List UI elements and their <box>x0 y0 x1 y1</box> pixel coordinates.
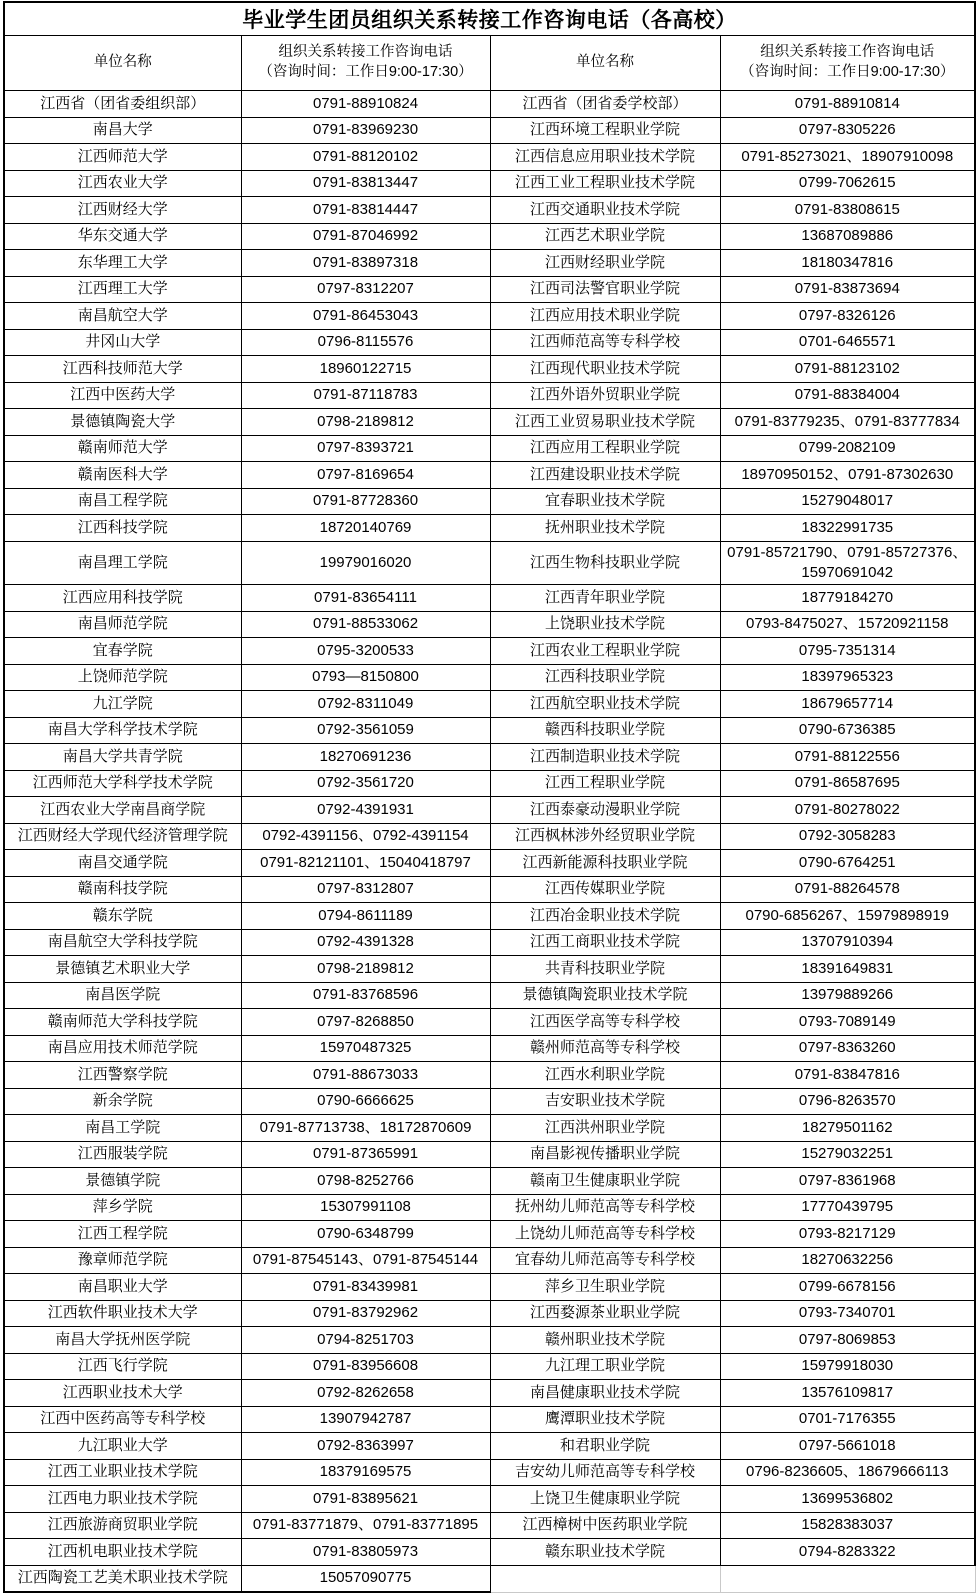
unit-name-cell: 江西机电职业技术学院 <box>4 1539 241 1566</box>
phone-cell: 0793-8475027、15720921158 <box>720 611 975 638</box>
unit-name-cell: 景德镇艺术职业大学 <box>4 956 241 983</box>
phone-cell: 18679657714 <box>720 691 975 718</box>
unit-name-cell: 江西水利职业学院 <box>490 1062 720 1089</box>
phone-cell: 0798-8252766 <box>241 1168 490 1195</box>
phone-cell: 0792-4391931 <box>241 797 490 824</box>
phone-cell: 0792-3058283 <box>720 823 975 850</box>
unit-name-cell: 鹰潭职业技术学院 <box>490 1406 720 1433</box>
phone-cell: 15057090775 <box>241 1565 490 1592</box>
phone-cell: 0798-2189812 <box>241 409 490 436</box>
phone-cell: 0791-83768596 <box>241 982 490 1009</box>
phone-cell: 18270632256 <box>720 1247 975 1274</box>
table-row <box>4 276 975 303</box>
phone-cell: 0791-83956608 <box>241 1353 490 1380</box>
phone-cell: 0799-7062615 <box>720 170 975 197</box>
unit-name-cell: 江西洪州职业学院 <box>490 1115 720 1142</box>
phone-cell: 18322991735 <box>720 515 975 542</box>
phone-cell: 0798-2189812 <box>241 956 490 983</box>
table-head <box>4 2 975 91</box>
unit-name-cell: 新余学院 <box>4 1088 241 1115</box>
unit-name-cell: 赣南科技学院 <box>4 876 241 903</box>
phone-cell: 0791-88533062 <box>241 611 490 638</box>
table-row <box>4 1512 975 1539</box>
phone-cell: 0792-3561059 <box>241 717 490 744</box>
unit-name-cell: 江西婺源茶业职业学院 <box>490 1300 720 1327</box>
phone-cell: 0790-6348799 <box>241 1221 490 1248</box>
unit-name-cell: 上饶幼儿师范高等专科学校 <box>490 1221 720 1248</box>
table-row <box>4 117 975 144</box>
unit-name-cell: 江西省（团省委学校部） <box>490 91 720 118</box>
unit-name-cell: 和君职业学院 <box>490 1433 720 1460</box>
table-row <box>4 823 975 850</box>
table-row <box>4 1380 975 1407</box>
phone-header-line2: （咨询时间：工作日9:00-17:30） <box>258 64 473 80</box>
phone-header-line2: （咨询时间：工作日9:00-17:30） <box>740 64 955 80</box>
phone-cell <box>720 1565 975 1592</box>
unit-name-cell: 南昌航空大学科技学院 <box>4 929 241 956</box>
unit-name-cell: 江西司法警官职业学院 <box>490 276 720 303</box>
unit-name-cell: 南昌大学抚州医学院 <box>4 1327 241 1354</box>
table-row <box>4 250 975 277</box>
unit-name-cell: 江西生物科技职业学院 <box>490 541 720 585</box>
phone-cell: 0791-86453043 <box>241 303 490 330</box>
table-row <box>4 1141 975 1168</box>
unit-name-cell: 江西科技师范大学 <box>4 356 241 383</box>
phone-cell: 13979889266 <box>720 982 975 1009</box>
unit-name-cell: 井冈山大学 <box>4 329 241 356</box>
unit-name-cell: 赣西科技职业学院 <box>490 717 720 744</box>
unit-name-cell: 萍乡卫生职业学院 <box>490 1274 720 1301</box>
phone-cell: 19979016020 <box>241 541 490 585</box>
table-row <box>4 1565 975 1592</box>
phone-cell: 18379169575 <box>241 1459 490 1486</box>
phone-cell: 0791-87046992 <box>241 223 490 250</box>
phone-cell: 15970487325 <box>241 1035 490 1062</box>
unit-name-cell: 江西师范高等专科学校 <box>490 329 720 356</box>
unit-name-cell: 江西交通职业技术学院 <box>490 197 720 224</box>
phone-cell: 0792-8262658 <box>241 1380 490 1407</box>
phone-cell: 0791-83805973 <box>241 1539 490 1566</box>
unit-name-cell: 九江理工职业学院 <box>490 1353 720 1380</box>
table-row <box>4 170 975 197</box>
table-row <box>4 850 975 877</box>
unit-name-cell: 江西农业工程职业学院 <box>490 638 720 665</box>
phone-cell: 0791-88384004 <box>720 382 975 409</box>
table-row <box>4 929 975 956</box>
unit-name-cell: 南昌航空大学 <box>4 303 241 330</box>
unit-name-cell: 宜春学院 <box>4 638 241 665</box>
table-row <box>4 144 975 171</box>
unit-name-cell: 江西工业职业技术学院 <box>4 1459 241 1486</box>
unit-name-cell: 江西艺术职业学院 <box>490 223 720 250</box>
phone-cell: 0797-8305226 <box>720 117 975 144</box>
phone-cell: 18279501162 <box>720 1115 975 1142</box>
phone-cell: 0791-83897318 <box>241 250 490 277</box>
unit-name-cell: 江西工业贸易职业技术学院 <box>490 409 720 436</box>
table-row <box>4 329 975 356</box>
phone-cell: 18397965323 <box>720 664 975 691</box>
table-row <box>4 956 975 983</box>
phone-cell: 0790-6666625 <box>241 1088 490 1115</box>
table-row <box>4 1274 975 1301</box>
unit-name-cell: 上饶卫生健康职业学院 <box>490 1486 720 1513</box>
unit-name-cell: 南昌健康职业技术学院 <box>490 1380 720 1407</box>
unit-name-cell: 吉安职业技术学院 <box>490 1088 720 1115</box>
unit-name-cell: 江西警察学院 <box>4 1062 241 1089</box>
phone-cell: 18180347816 <box>720 250 975 277</box>
phone-cell: 0791-88120102 <box>241 144 490 171</box>
column-header-phone-left <box>241 36 490 91</box>
phone-cell: 0791-86587695 <box>720 770 975 797</box>
phone-cell: 0791-85721790、0791-85727376、15970691042 <box>720 541 975 585</box>
phone-cell: 0797-8312807 <box>241 876 490 903</box>
phone-cell: 0797-8268850 <box>241 1009 490 1036</box>
phone-cell: 0791-83873694 <box>720 276 975 303</box>
unit-name-cell: 江西环境工程职业学院 <box>490 117 720 144</box>
phone-cell: 0793-7340701 <box>720 1300 975 1327</box>
unit-name-cell: 江西应用工程职业学院 <box>490 435 720 462</box>
unit-name-cell: 江西泰豪动漫职业学院 <box>490 797 720 824</box>
unit-name-cell: 江西师范大学 <box>4 144 241 171</box>
unit-name-cell: 江西农业大学 <box>4 170 241 197</box>
unit-name-cell: 江西职业技术大学 <box>4 1380 241 1407</box>
unit-name-cell: 江西应用技术职业学院 <box>490 303 720 330</box>
phone-cell: 0791-87728360 <box>241 488 490 515</box>
table-row <box>4 197 975 224</box>
unit-name-cell: 华东交通大学 <box>4 223 241 250</box>
phone-cell: 0791-88910814 <box>720 91 975 118</box>
phone-cell: 0794-8283322 <box>720 1539 975 1566</box>
unit-name-cell: 宜春职业技术学院 <box>490 488 720 515</box>
unit-name-cell: 江西理工大学 <box>4 276 241 303</box>
contact-table <box>3 1 976 1593</box>
table-row <box>4 382 975 409</box>
phone-cell: 0791-88910824 <box>241 91 490 118</box>
phone-cell: 0791-83813447 <box>241 170 490 197</box>
table-row <box>4 91 975 118</box>
phone-cell: 18270691236 <box>241 744 490 771</box>
table-row <box>4 1009 975 1036</box>
phone-cell: 17770439795 <box>720 1194 975 1221</box>
phone-cell: 0791-88673033 <box>241 1062 490 1089</box>
unit-name-cell: 江西工业工程职业技术学院 <box>490 170 720 197</box>
unit-name-cell: 赣南师范大学 <box>4 435 241 462</box>
table-row <box>4 303 975 330</box>
table-row <box>4 982 975 1009</box>
unit-name-cell: 江西航空职业技术学院 <box>490 691 720 718</box>
unit-name-cell: 景德镇学院 <box>4 1168 241 1195</box>
unit-name-cell: 江西建设职业技术学院 <box>490 462 720 489</box>
phone-cell: 0792-4391156、0792-4391154 <box>241 823 490 850</box>
phone-cell: 13699536802 <box>720 1486 975 1513</box>
phone-cell: 0791-87365991 <box>241 1141 490 1168</box>
unit-name-cell: 江西制造职业技术学院 <box>490 744 720 771</box>
phone-cell: 0791-83439981 <box>241 1274 490 1301</box>
phone-cell: 0797-8312207 <box>241 276 490 303</box>
table-row <box>4 488 975 515</box>
table-row <box>4 1247 975 1274</box>
table-row <box>4 409 975 436</box>
phone-cell: 0796-8236605、18679666113 <box>720 1459 975 1486</box>
unit-name-cell: 江西现代职业技术学院 <box>490 356 720 383</box>
phone-cell: 0791-83969230 <box>241 117 490 144</box>
title-row <box>4 2 975 36</box>
phone-cell: 0797-8361968 <box>720 1168 975 1195</box>
phone-cell: 13687089886 <box>720 223 975 250</box>
unit-name-cell: 江西应用科技学院 <box>4 585 241 612</box>
unit-name-cell: 南昌工学院 <box>4 1115 241 1142</box>
table-row <box>4 1221 975 1248</box>
phone-cell: 0791-83895621 <box>241 1486 490 1513</box>
phone-cell: 0797-8169654 <box>241 462 490 489</box>
phone-header-line1: 组织关系转接工作咨询电话 <box>760 44 935 61</box>
phone-cell: 0791-88123102 <box>720 356 975 383</box>
unit-name-cell: 江西飞行学院 <box>4 1353 241 1380</box>
unit-name-cell: 共青科技职业学院 <box>490 956 720 983</box>
unit-name-cell: 江西财经大学 <box>4 197 241 224</box>
phone-header-line1: 组织关系转接工作咨询电话 <box>278 44 453 61</box>
unit-name-cell: 赣东职业技术学院 <box>490 1539 720 1566</box>
phone-cell: 13576109817 <box>720 1380 975 1407</box>
table-row <box>4 1194 975 1221</box>
unit-name-cell: 吉安幼儿师范高等专科学校 <box>490 1459 720 1486</box>
unit-name-cell <box>490 1565 720 1592</box>
unit-name-cell: 江西财经职业学院 <box>490 250 720 277</box>
phone-cell: 18720140769 <box>241 515 490 542</box>
phone-cell: 0790-6736385 <box>720 717 975 744</box>
unit-name-cell: 赣州职业技术学院 <box>490 1327 720 1354</box>
table-row <box>4 903 975 930</box>
phone-cell: 0792-8311049 <box>241 691 490 718</box>
table-row <box>4 611 975 638</box>
phone-cell: 0701-6465571 <box>720 329 975 356</box>
table-row <box>4 1115 975 1142</box>
unit-name-cell: 南昌医学院 <box>4 982 241 1009</box>
table-row <box>4 1327 975 1354</box>
phone-cell: 0791-82121101、15040418797 <box>241 850 490 877</box>
unit-name-cell: 江西枫林涉外经贸职业学院 <box>490 823 720 850</box>
unit-name-cell: 江西信息应用职业技术学院 <box>490 144 720 171</box>
table-row <box>4 1433 975 1460</box>
unit-name-cell: 江西中医药高等专科学校 <box>4 1406 241 1433</box>
table-row <box>4 797 975 824</box>
phone-cell: 0797-8326126 <box>720 303 975 330</box>
phone-cell: 18970950152、0791-87302630 <box>720 462 975 489</box>
unit-name-cell: 上饶师范学院 <box>4 664 241 691</box>
table-row <box>4 1406 975 1433</box>
phone-cell: 0791-83814447 <box>241 197 490 224</box>
page-title: 毕业学生团员组织关系转接工作咨询电话（各高校） <box>4 2 975 36</box>
phone-cell: 0791-87118783 <box>241 382 490 409</box>
unit-name-cell: 江西冶金职业技术学院 <box>490 903 720 930</box>
unit-name-cell: 抚州职业技术学院 <box>490 515 720 542</box>
table-row <box>4 541 975 585</box>
phone-cell: 0797-8069853 <box>720 1327 975 1354</box>
unit-name-cell: 抚州幼儿师范高等专科学校 <box>490 1194 720 1221</box>
unit-name-cell: 江西农业大学南昌商学院 <box>4 797 241 824</box>
unit-name-cell: 景德镇陶瓷大学 <box>4 409 241 436</box>
phone-cell: 15979918030 <box>720 1353 975 1380</box>
table-row <box>4 223 975 250</box>
table-row <box>4 717 975 744</box>
unit-name-cell: 赣东学院 <box>4 903 241 930</box>
unit-name-cell: 江西新能源科技职业学院 <box>490 850 720 877</box>
phone-cell: 15828383037 <box>720 1512 975 1539</box>
unit-name-cell: 江西樟树中医药职业学院 <box>490 1512 720 1539</box>
table-row <box>4 1353 975 1380</box>
unit-name-cell: 江西科技学院 <box>4 515 241 542</box>
unit-name-cell: 南昌交通学院 <box>4 850 241 877</box>
table-row <box>4 1062 975 1089</box>
document-page <box>0 1 978 1587</box>
unit-name-cell: 南昌职业大学 <box>4 1274 241 1301</box>
unit-name-cell: 江西电力职业技术学院 <box>4 1486 241 1513</box>
table-row <box>4 1486 975 1513</box>
table-row <box>4 1300 975 1327</box>
phone-cell: 15307991108 <box>241 1194 490 1221</box>
unit-name-cell: 萍乡学院 <box>4 1194 241 1221</box>
table-row <box>4 876 975 903</box>
unit-name-cell: 九江职业大学 <box>4 1433 241 1460</box>
table-row <box>4 638 975 665</box>
unit-name-cell: 南昌理工学院 <box>4 541 241 585</box>
unit-name-cell: 南昌大学科学技术学院 <box>4 717 241 744</box>
unit-name-cell: 江西陶瓷工艺美术职业技术学院 <box>4 1565 241 1592</box>
table-row <box>4 462 975 489</box>
phone-cell: 0791-83847816 <box>720 1062 975 1089</box>
unit-name-cell: 九江学院 <box>4 691 241 718</box>
unit-name-cell: 江西旅游商贸职业学院 <box>4 1512 241 1539</box>
phone-cell: 0791-87545143、0791-87545144 <box>241 1247 490 1274</box>
table-row <box>4 770 975 797</box>
phone-cell: 0791-83771879、0791-83771895 <box>241 1512 490 1539</box>
phone-cell: 18779184270 <box>720 585 975 612</box>
unit-name-cell: 江西软件职业技术大学 <box>4 1300 241 1327</box>
phone-cell: 0790-6764251 <box>720 850 975 877</box>
phone-cell: 15279032251 <box>720 1141 975 1168</box>
column-header-unit-name-left: 单位名称 <box>4 36 241 91</box>
unit-name-cell: 南昌大学 <box>4 117 241 144</box>
table-row <box>4 1168 975 1195</box>
phone-cell: 0794-8251703 <box>241 1327 490 1354</box>
unit-name-cell: 南昌影视传播职业学院 <box>490 1141 720 1168</box>
unit-name-cell: 江西工程职业学院 <box>490 770 720 797</box>
unit-name-cell: 南昌应用技术师范学院 <box>4 1035 241 1062</box>
phone-cell: 0790-6856267、15979898919 <box>720 903 975 930</box>
unit-name-cell: 宜春幼儿师范高等专科学校 <box>490 1247 720 1274</box>
phone-cell: 0791-80278022 <box>720 797 975 824</box>
phone-cell: 0791-83792962 <box>241 1300 490 1327</box>
unit-name-cell: 豫章师范学院 <box>4 1247 241 1274</box>
table-row <box>4 435 975 462</box>
unit-name-cell: 赣南师范大学科技学院 <box>4 1009 241 1036</box>
unit-name-cell: 江西传媒职业学院 <box>490 876 720 903</box>
unit-name-cell: 南昌师范学院 <box>4 611 241 638</box>
unit-name-cell: 江西师范大学科学技术学院 <box>4 770 241 797</box>
phone-cell: 18391649831 <box>720 956 975 983</box>
phone-cell: 15279048017 <box>720 488 975 515</box>
unit-name-cell: 江西医学高等专科学校 <box>490 1009 720 1036</box>
phone-cell: 0791-87713738、18172870609 <box>241 1115 490 1142</box>
phone-cell: 0795-7351314 <box>720 638 975 665</box>
column-header-phone-right <box>720 36 975 91</box>
unit-name-cell: 江西省（团省委组织部） <box>4 91 241 118</box>
unit-name-cell: 赣南医科大学 <box>4 462 241 489</box>
table-row <box>4 515 975 542</box>
table-row <box>4 1539 975 1566</box>
unit-name-cell: 江西青年职业学院 <box>490 585 720 612</box>
phone-cell: 0792-3561720 <box>241 770 490 797</box>
phone-cell: 0797-8393721 <box>241 435 490 462</box>
phone-cell: 0799-2082109 <box>720 435 975 462</box>
phone-cell: 0797-5661018 <box>720 1433 975 1460</box>
phone-cell: 0793—8150800 <box>241 664 490 691</box>
table-row <box>4 664 975 691</box>
phone-cell: 0792-4391328 <box>241 929 490 956</box>
unit-name-cell: 江西工商职业技术学院 <box>490 929 720 956</box>
phone-cell: 0791-83654111 <box>241 585 490 612</box>
phone-cell: 0793-8217129 <box>720 1221 975 1248</box>
table-row <box>4 1459 975 1486</box>
unit-name-cell: 南昌大学共青学院 <box>4 744 241 771</box>
phone-cell: 18960122715 <box>241 356 490 383</box>
phone-cell: 0792-8363997 <box>241 1433 490 1460</box>
table-row <box>4 1088 975 1115</box>
phone-cell: 0794-8611189 <box>241 903 490 930</box>
unit-name-cell: 景德镇陶瓷职业技术学院 <box>490 982 720 1009</box>
table-row <box>4 1035 975 1062</box>
phone-cell: 0795-3200533 <box>241 638 490 665</box>
table-row <box>4 356 975 383</box>
table-row <box>4 744 975 771</box>
phone-cell: 0793-7089149 <box>720 1009 975 1036</box>
unit-name-cell: 南昌工程学院 <box>4 488 241 515</box>
unit-name-cell: 东华理工大学 <box>4 250 241 277</box>
table-row <box>4 585 975 612</box>
phone-cell: 0791-83779235、0791-83777834 <box>720 409 975 436</box>
phone-cell: 0799-6678156 <box>720 1274 975 1301</box>
unit-name-cell: 赣州师范高等专科学校 <box>490 1035 720 1062</box>
phone-cell: 0796-8115576 <box>241 329 490 356</box>
unit-name-cell: 赣南卫生健康职业学院 <box>490 1168 720 1195</box>
phone-cell: 0791-88264578 <box>720 876 975 903</box>
unit-name-cell: 江西工程学院 <box>4 1221 241 1248</box>
phone-cell: 0701-7176355 <box>720 1406 975 1433</box>
table-row <box>4 691 975 718</box>
phone-cell: 0797-8363260 <box>720 1035 975 1062</box>
unit-name-cell: 江西外语外贸职业学院 <box>490 382 720 409</box>
phone-cell: 0791-85273021、18907910098 <box>720 144 975 171</box>
phone-cell: 0791-83808615 <box>720 197 975 224</box>
phone-cell: 13907942787 <box>241 1406 490 1433</box>
unit-name-cell: 江西财经大学现代经济管理学院 <box>4 823 241 850</box>
phone-cell: 0796-8263570 <box>720 1088 975 1115</box>
table-body <box>4 91 975 1593</box>
unit-name-cell: 江西服装学院 <box>4 1141 241 1168</box>
unit-name-cell: 上饶职业技术学院 <box>490 611 720 638</box>
unit-name-cell: 江西中医药大学 <box>4 382 241 409</box>
column-header-unit-name-right: 单位名称 <box>490 36 720 91</box>
phone-cell: 0791-88122556 <box>720 744 975 771</box>
header-row <box>4 36 975 91</box>
unit-name-cell: 江西科技职业学院 <box>490 664 720 691</box>
phone-cell: 13707910394 <box>720 929 975 956</box>
